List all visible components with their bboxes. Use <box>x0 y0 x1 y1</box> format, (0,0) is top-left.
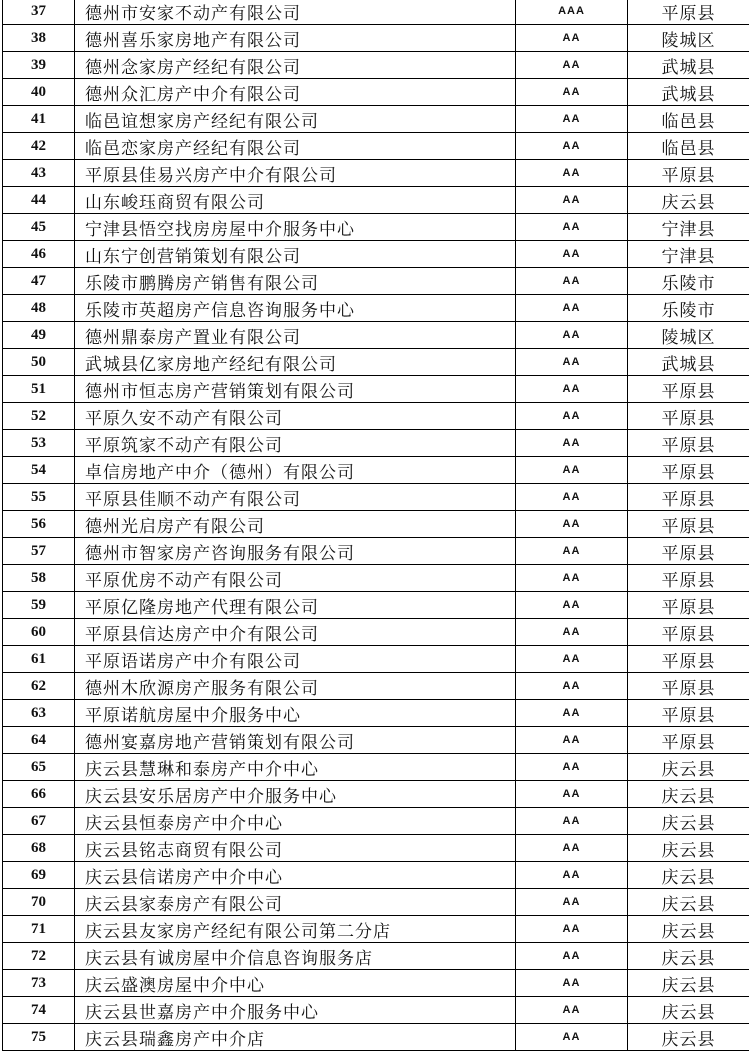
credit-grade-cell: AAA <box>516 0 628 25</box>
table-row <box>3 538 749 565</box>
region-cell: 庆云县 <box>628 1024 749 1051</box>
table-row <box>3 106 749 133</box>
company-name-cell: 德州光启房产有限公司 <box>75 511 516 538</box>
region-cell: 庆云县 <box>628 997 749 1024</box>
table-row <box>3 268 749 295</box>
company-name-cell: 平原诺航房屋中介服务中心 <box>75 700 516 727</box>
company-name-cell: 临邑恋家房产经纪有限公司 <box>75 133 516 160</box>
region-cell: 临邑县 <box>628 106 749 133</box>
table-row <box>3 376 749 403</box>
table-row <box>3 997 749 1024</box>
credit-grade-cell: AA <box>516 52 628 79</box>
region-cell: 平原县 <box>628 403 749 430</box>
table-row <box>3 943 749 970</box>
company-name-cell: 德州众汇房产中介有限公司 <box>75 79 516 106</box>
row-number-cell: 52 <box>3 403 75 430</box>
company-name-cell: 平原县佳顺不动产有限公司 <box>75 484 516 511</box>
region-cell: 庆云县 <box>628 943 749 970</box>
region-cell: 陵城区 <box>628 322 749 349</box>
table-row <box>3 133 749 160</box>
region-cell: 平原县 <box>628 484 749 511</box>
credit-grade-cell: AA <box>516 106 628 133</box>
row-number-cell: 53 <box>3 430 75 457</box>
table-row <box>3 241 749 268</box>
row-number-cell: 39 <box>3 52 75 79</box>
table-row <box>3 79 749 106</box>
credit-grade-cell: AA <box>516 673 628 700</box>
region-cell: 庆云县 <box>628 862 749 889</box>
table-row <box>3 619 749 646</box>
company-name-cell: 德州市智家房产咨询服务有限公司 <box>75 538 516 565</box>
table-row <box>3 808 749 835</box>
table-row <box>3 592 749 619</box>
table-row <box>3 646 749 673</box>
region-cell: 平原县 <box>628 700 749 727</box>
row-number-cell: 74 <box>3 997 75 1024</box>
company-name-cell: 德州喜乐家房地产有限公司 <box>75 25 516 52</box>
credit-grade-cell: AA <box>516 619 628 646</box>
row-number-cell: 50 <box>3 349 75 376</box>
credit-grade-cell: AA <box>516 592 628 619</box>
company-name-cell: 武城县亿家房地产经纪有限公司 <box>75 349 516 376</box>
credit-grade-cell: AA <box>516 214 628 241</box>
table-row <box>3 349 749 376</box>
row-number-cell: 51 <box>3 376 75 403</box>
company-name-cell: 临邑谊想家房产经纪有限公司 <box>75 106 516 133</box>
region-cell: 庆云县 <box>628 754 749 781</box>
credit-grade-cell: AA <box>516 484 628 511</box>
company-name-cell: 平原筑家不动产有限公司 <box>75 430 516 457</box>
company-name-cell: 德州市恒志房产营销策划有限公司 <box>75 376 516 403</box>
region-cell: 庆云县 <box>628 835 749 862</box>
row-number-cell: 64 <box>3 727 75 754</box>
credit-grade-cell: AA <box>516 997 628 1024</box>
credit-grade-cell: AA <box>516 808 628 835</box>
company-name-cell: 山东峻珏商贸有限公司 <box>75 187 516 214</box>
row-number-cell: 49 <box>3 322 75 349</box>
company-name-cell: 平原语诺房产中介有限公司 <box>75 646 516 673</box>
row-number-cell: 62 <box>3 673 75 700</box>
company-name-cell: 庆云县慧琳和泰房产中介中心 <box>75 754 516 781</box>
table-body <box>3 0 749 1051</box>
table-row <box>3 970 749 997</box>
company-name-cell: 山东宁创营销策划有限公司 <box>75 241 516 268</box>
region-cell: 庆云县 <box>628 970 749 997</box>
row-number-cell: 41 <box>3 106 75 133</box>
company-name-cell: 平原久安不动产有限公司 <box>75 403 516 430</box>
table-row <box>3 889 749 916</box>
table-row <box>3 52 749 79</box>
credit-grade-cell: AA <box>516 646 628 673</box>
region-cell: 平原县 <box>628 727 749 754</box>
region-cell: 庆云县 <box>628 916 749 943</box>
row-number-cell: 54 <box>3 457 75 484</box>
company-name-cell: 平原县信达房产中介有限公司 <box>75 619 516 646</box>
table-row <box>3 430 749 457</box>
row-number-cell: 57 <box>3 538 75 565</box>
region-cell: 庆云县 <box>628 808 749 835</box>
company-name-cell: 乐陵市鹏腾房产销售有限公司 <box>75 268 516 295</box>
credit-grade-cell: AA <box>516 781 628 808</box>
row-number-cell: 67 <box>3 808 75 835</box>
company-name-cell: 庆云县信诺房产中介中心 <box>75 862 516 889</box>
row-number-cell: 42 <box>3 133 75 160</box>
region-cell: 武城县 <box>628 79 749 106</box>
credit-grade-cell: AA <box>516 1024 628 1051</box>
credit-grade-cell: AA <box>516 349 628 376</box>
region-cell: 平原县 <box>628 538 749 565</box>
credit-grade-cell: AA <box>516 187 628 214</box>
table-row <box>3 160 749 187</box>
row-number-cell: 45 <box>3 214 75 241</box>
region-cell: 平原县 <box>628 646 749 673</box>
company-name-cell: 宁津县悟空找房房屋中介服务中心 <box>75 214 516 241</box>
table-row <box>3 187 749 214</box>
row-number-cell: 63 <box>3 700 75 727</box>
region-cell: 乐陵市 <box>628 268 749 295</box>
region-cell: 临邑县 <box>628 133 749 160</box>
row-number-cell: 37 <box>3 0 75 25</box>
table-row <box>3 835 749 862</box>
row-number-cell: 47 <box>3 268 75 295</box>
company-name-cell: 庆云盛澳房屋中介中心 <box>75 970 516 997</box>
row-number-cell: 66 <box>3 781 75 808</box>
table-row <box>3 754 749 781</box>
credit-grade-cell: AA <box>516 916 628 943</box>
row-number-cell: 56 <box>3 511 75 538</box>
credit-grade-cell: AA <box>516 835 628 862</box>
region-cell: 陵城区 <box>628 25 749 52</box>
table-row <box>3 1024 749 1051</box>
region-cell: 宁津县 <box>628 214 749 241</box>
region-cell: 庆云县 <box>628 187 749 214</box>
row-number-cell: 69 <box>3 862 75 889</box>
table-row <box>3 25 749 52</box>
region-cell: 乐陵市 <box>628 295 749 322</box>
region-cell: 宁津县 <box>628 241 749 268</box>
credit-grade-cell: AA <box>516 565 628 592</box>
company-name-cell: 庆云县恒泰房产中介中心 <box>75 808 516 835</box>
region-cell: 平原县 <box>628 619 749 646</box>
row-number-cell: 44 <box>3 187 75 214</box>
region-cell: 平原县 <box>628 0 749 25</box>
region-cell: 庆云县 <box>628 889 749 916</box>
region-cell: 平原县 <box>628 673 749 700</box>
credit-grade-cell: AA <box>516 727 628 754</box>
company-name-cell: 德州念家房产经纪有限公司 <box>75 52 516 79</box>
table-row <box>3 700 749 727</box>
table-row <box>3 0 749 25</box>
company-name-cell: 庆云县家泰房产有限公司 <box>75 889 516 916</box>
company-name-cell: 庆云县铭志商贸有限公司 <box>75 835 516 862</box>
table-row <box>3 484 749 511</box>
credit-grade-cell: AA <box>516 322 628 349</box>
region-cell: 平原县 <box>628 160 749 187</box>
row-number-cell: 59 <box>3 592 75 619</box>
row-number-cell: 58 <box>3 565 75 592</box>
credit-grade-cell: AA <box>516 700 628 727</box>
table-row <box>3 214 749 241</box>
credit-grade-cell: AA <box>516 943 628 970</box>
credit-grade-cell: AA <box>516 754 628 781</box>
credit-grade-cell: AA <box>516 889 628 916</box>
credit-grade-cell: AA <box>516 970 628 997</box>
row-number-cell: 43 <box>3 160 75 187</box>
row-number-cell: 71 <box>3 916 75 943</box>
row-number-cell: 40 <box>3 79 75 106</box>
region-cell: 平原县 <box>628 565 749 592</box>
credit-grade-cell: AA <box>516 133 628 160</box>
table-row <box>3 862 749 889</box>
region-cell: 武城县 <box>628 52 749 79</box>
company-name-cell: 庆云县安乐居房产中介服务中心 <box>75 781 516 808</box>
company-name-cell: 庆云县世嘉房产中介服务中心 <box>75 997 516 1024</box>
row-number-cell: 46 <box>3 241 75 268</box>
table-row <box>3 511 749 538</box>
row-number-cell: 48 <box>3 295 75 322</box>
credit-grade-cell: AA <box>516 511 628 538</box>
region-cell: 平原县 <box>628 430 749 457</box>
credit-grade-cell: AA <box>516 295 628 322</box>
row-number-cell: 70 <box>3 889 75 916</box>
region-cell: 平原县 <box>628 592 749 619</box>
credit-grade-cell: AA <box>516 430 628 457</box>
credit-grade-cell: AA <box>516 268 628 295</box>
credit-grade-cell: AA <box>516 457 628 484</box>
company-name-cell: 德州木欣源房产服务有限公司 <box>75 673 516 700</box>
credit-grade-cell: AA <box>516 376 628 403</box>
region-cell: 平原县 <box>628 457 749 484</box>
credit-grade-cell: AA <box>516 403 628 430</box>
table-row <box>3 781 749 808</box>
company-name-cell: 德州鼎泰房产置业有限公司 <box>75 322 516 349</box>
company-name-cell: 平原优房不动产有限公司 <box>75 565 516 592</box>
row-number-cell: 65 <box>3 754 75 781</box>
row-number-cell: 68 <box>3 835 75 862</box>
region-cell: 庆云县 <box>628 781 749 808</box>
row-number-cell: 72 <box>3 943 75 970</box>
table-row <box>3 673 749 700</box>
table-row <box>3 916 749 943</box>
company-name-cell: 德州宴嘉房地产营销策划有限公司 <box>75 727 516 754</box>
credit-grade-cell: AA <box>516 241 628 268</box>
credit-grade-cell: AA <box>516 25 628 52</box>
credit-grade-cell: AA <box>516 862 628 889</box>
row-number-cell: 75 <box>3 1024 75 1051</box>
credit-rating-table <box>2 0 749 1051</box>
credit-grade-cell: AA <box>516 538 628 565</box>
table-row <box>3 565 749 592</box>
row-number-cell: 55 <box>3 484 75 511</box>
row-number-cell: 38 <box>3 25 75 52</box>
company-name-cell: 庆云县有诚房屋中介信息咨询服务店 <box>75 943 516 970</box>
credit-grade-cell: AA <box>516 160 628 187</box>
company-name-cell: 庆云县友家房产经纪有限公司第二分店 <box>75 916 516 943</box>
table-row <box>3 403 749 430</box>
company-name-cell: 卓信房地产中介（德州）有限公司 <box>75 457 516 484</box>
region-cell: 平原县 <box>628 511 749 538</box>
table-row <box>3 322 749 349</box>
row-number-cell: 61 <box>3 646 75 673</box>
row-number-cell: 60 <box>3 619 75 646</box>
region-cell: 平原县 <box>628 376 749 403</box>
table-row <box>3 295 749 322</box>
row-number-cell: 73 <box>3 970 75 997</box>
company-name-cell: 乐陵市英超房产信息咨询服务中心 <box>75 295 516 322</box>
company-name-cell: 庆云县瑞鑫房产中介店 <box>75 1024 516 1051</box>
company-name-cell: 平原亿隆房地产代理有限公司 <box>75 592 516 619</box>
table-row <box>3 727 749 754</box>
company-name-cell: 平原县佳易兴房产中介有限公司 <box>75 160 516 187</box>
credit-grade-cell: AA <box>516 79 628 106</box>
region-cell: 武城县 <box>628 349 749 376</box>
company-name-cell: 德州市安家不动产有限公司 <box>75 0 516 25</box>
table-row <box>3 457 749 484</box>
